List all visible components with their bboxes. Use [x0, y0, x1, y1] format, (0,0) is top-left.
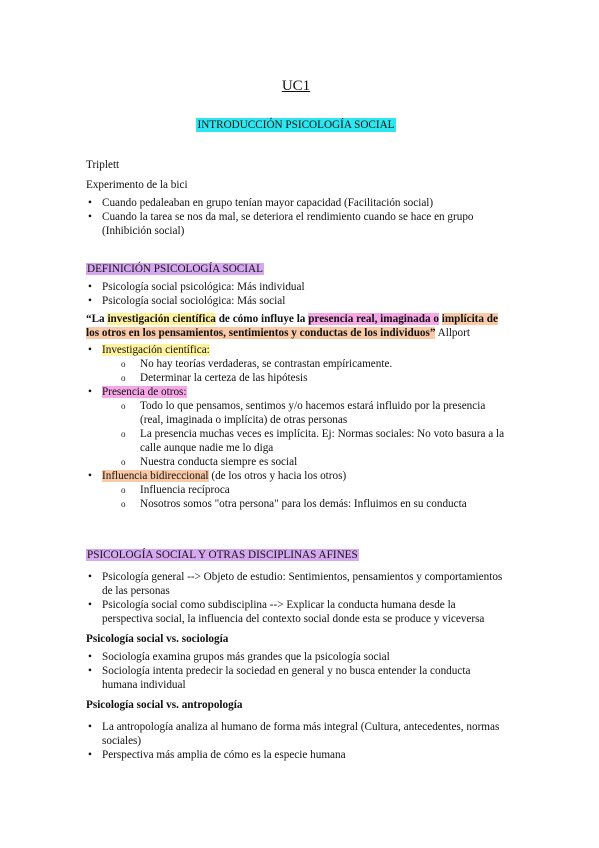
intro-section [86, 158, 506, 238]
item-label: Presencia de otros: [102, 386, 187, 398]
antropologia-heading: Psicología social vs. antropología [86, 699, 243, 711]
afines-section [86, 548, 506, 762]
list-item: • Sociología intenta predecir la sociedad en general y no busca entender la conducta humana individual [86, 664, 506, 692]
sociologia-list [86, 650, 506, 692]
item-label: Influencia bidireccional [102, 470, 209, 482]
sub-list-item: o La presencia muchas veces es implícita. Ej: Normas sociales: No voto basura a la calle aunque nadie me lo diga [86, 427, 506, 455]
item-label: Investigación científica: [102, 344, 210, 356]
sub-list-item: o Nuestra conducta siempre es social [86, 455, 506, 469]
quote-mid: de cómo influye la [215, 313, 309, 325]
definicion-items [86, 343, 506, 511]
sub-list-item: o Influencia recíproca [86, 483, 506, 497]
list-item: • Cuando pedaleaban en grupo tenían mayor capacidad (Facilitación social) [86, 196, 506, 210]
afines-list [86, 570, 506, 626]
quote-presence: presencia real, imaginada o [308, 313, 439, 325]
intro-list [86, 196, 506, 238]
afines-heading-text: PSICOLOGÍA SOCIAL Y OTRAS DISCIPLINAS AFINES [87, 549, 358, 561]
sociologia-heading: Psicología social vs. sociología [86, 633, 229, 645]
subtitle [86, 118, 506, 132]
list-item [86, 469, 506, 483]
list-item: • Sociología examina grupos más grandes que la psicología social [86, 650, 506, 664]
subtitle-text: INTRODUCCIÓN PSICOLOGÍA SOCIAL [197, 119, 395, 131]
intro-experiment: Experimento de la bici [86, 179, 188, 191]
quote-author: Allport [435, 327, 470, 339]
list-item: • Psicología social sociológica: Más social [86, 294, 506, 308]
quote-implicit: implícita de los otros en los pensamientos, sentimientos y conductas de los individuos” [86, 313, 498, 339]
list-item: • Cuando la tarea se nos da mal, se deteriora el rendimiento cuando se hace en grupo (Inhibición social) [86, 210, 506, 238]
afines-heading [86, 548, 506, 562]
item-tail: (de los otros y hacia los otros) [208, 470, 347, 482]
page-title: UC1 [281, 78, 311, 94]
list-item [86, 343, 506, 357]
list-item: • Perspectiva más amplia de cómo es la especie humana [86, 748, 506, 762]
sub-list-item: o No hay teorías verdaderas, se contrastan empíricamente. [86, 357, 506, 371]
list-item: • Psicología social psicológica: Más individual [86, 280, 506, 294]
definicion-heading [86, 262, 506, 276]
quote-open: “La [86, 313, 108, 325]
sub-list-item: o Nosotros somos "otra persona" para los demás: Influimos en su conducta [86, 497, 506, 511]
intro-author: Triplett [86, 159, 120, 171]
allport-quote [86, 312, 506, 340]
sub-list-item: o Todo lo que pensamos, sentimos y/o hacemos estará influido por la presencia (real, imaginada o implícita) de otras personas [86, 399, 506, 427]
list-item: • Psicología general --> Objeto de estudio: Sentimientos, pensamientos y comportamientos de las personas [86, 570, 506, 598]
list-item [86, 385, 506, 399]
definicion-heading-text: DEFINICIÓN PSICOLOGÍA SOCIAL [87, 263, 263, 275]
antropologia-list [86, 720, 506, 762]
quote-science: investigación científica [107, 313, 216, 325]
definicion-list [86, 280, 506, 308]
list-item: • Psicología social como subdisciplina --> Explicar la conducta humana desde la perspectiva social, la influencia del contexto social donde esta se produce y viceversa [86, 598, 506, 626]
sub-list-item: o Determinar la certeza de las hipótesis [86, 371, 506, 385]
list-item: • La antropología analiza al humano de forma más integral (Cultura, antecedentes, normas sociales) [86, 720, 506, 748]
definicion-section [86, 262, 506, 511]
